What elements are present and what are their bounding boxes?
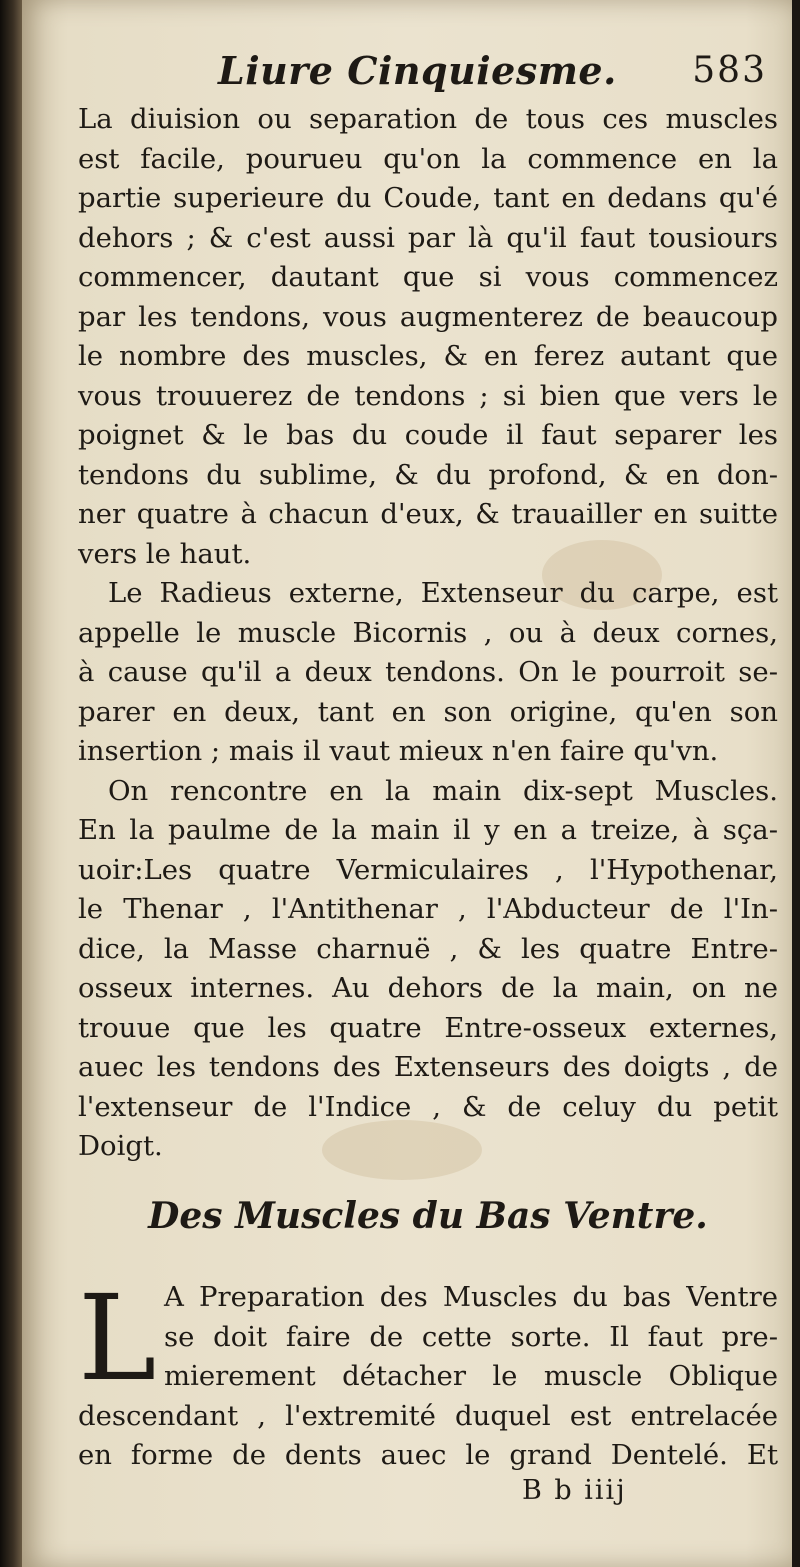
text-line: osseux internes. Au dehors de la main, on ne: [78, 972, 778, 1004]
book-page: [22, 0, 792, 1567]
text-line: commencer, dautant que si vous commencez: [78, 261, 778, 293]
text-line: vers le haut.: [78, 537, 252, 570]
book-spine-shadow: [0, 0, 22, 1567]
text-line: ner quatre à chacun d'eux, & trauailler en suitte: [78, 498, 778, 530]
page-header: [192, 48, 782, 104]
text-line: descendant , l'extremité duquel est entrelacée: [78, 1399, 778, 1432]
text-line: vous trouuerez de tendons ; si bien que vers le: [78, 379, 778, 412]
page-number: 583: [692, 50, 767, 91]
text-line: poignet & le bas du coude il faut separer les: [78, 419, 778, 451]
text-line: appelle le muscle Bicornis , ou à deux cornes,: [78, 616, 778, 649]
text-line: à cause qu'il a deux tendons. On le pourroit se-: [78, 656, 778, 688]
text-line: tendons du sublime, & du profond, & en don-: [78, 458, 778, 491]
text-line: insertion ; mais il vaut mieux n'en faire qu'vn.: [78, 735, 719, 767]
running-head: Liure Cinquiesme.: [218, 48, 617, 93]
text-line: dehors ; & c'est aussi par là qu'il faut tousiours: [78, 221, 778, 254]
section-title: Des Muscles du Bas Ventre.: [148, 1195, 708, 1237]
text-line: auec les tendons des Extenseurs des doigts , de: [78, 1051, 778, 1083]
text-line: parer en deux, tant en son origine, qu'en son: [78, 695, 778, 728]
text-line: dice, la Masse charnuë , & les quatre Entre-: [78, 932, 778, 965]
text-line: En la paulme de la main il y en a treize, à sça-: [78, 814, 778, 846]
text-line: se doit faire de cette sorte. Il faut pre-: [164, 1320, 778, 1353]
text-line: mierement détacher le muscle Oblique: [164, 1360, 778, 1392]
text-line: trouue que les quatre Entre-osseux externes,: [78, 1011, 778, 1044]
section-body: [78, 1269, 778, 1476]
drop-cap: L: [78, 1269, 157, 1407]
text-line: le nombre des muscles, & en ferez autant que: [78, 340, 778, 372]
text-line: en forme de dents auec le grand Dentelé. Et: [78, 1439, 778, 1471]
text-line: uoir:Les quatre Vermiculaires , l'Hypothenar,: [78, 853, 778, 886]
text-line: Doigt.: [78, 1130, 163, 1162]
text-line: La diuision ou separation de tous ces muscles: [78, 103, 778, 135]
text-line: le Thenar , l'Antithenar , l'Abducteur de l'In-: [78, 893, 778, 925]
text-line: partie superieure du Coude, tant en dedans qu'é: [78, 182, 778, 214]
text-line: On rencontre en la main dix-sept Muscles.: [108, 774, 778, 807]
text-line: A Preparation des Muscles du bas Ventre: [164, 1281, 778, 1313]
text-line: Le Radieus externe, Extenseur du carpe, est: [108, 577, 778, 609]
text-line: par les tendons, vous augmenterez de beaucoup: [78, 300, 778, 333]
signature-mark: B b iiij: [522, 1475, 627, 1506]
text-line: est facile, pourueu qu'on la commence en la: [78, 142, 778, 175]
text-line: l'extenseur de l'Indice , & de celuy du petit: [78, 1090, 778, 1123]
body-text: [78, 100, 778, 1167]
